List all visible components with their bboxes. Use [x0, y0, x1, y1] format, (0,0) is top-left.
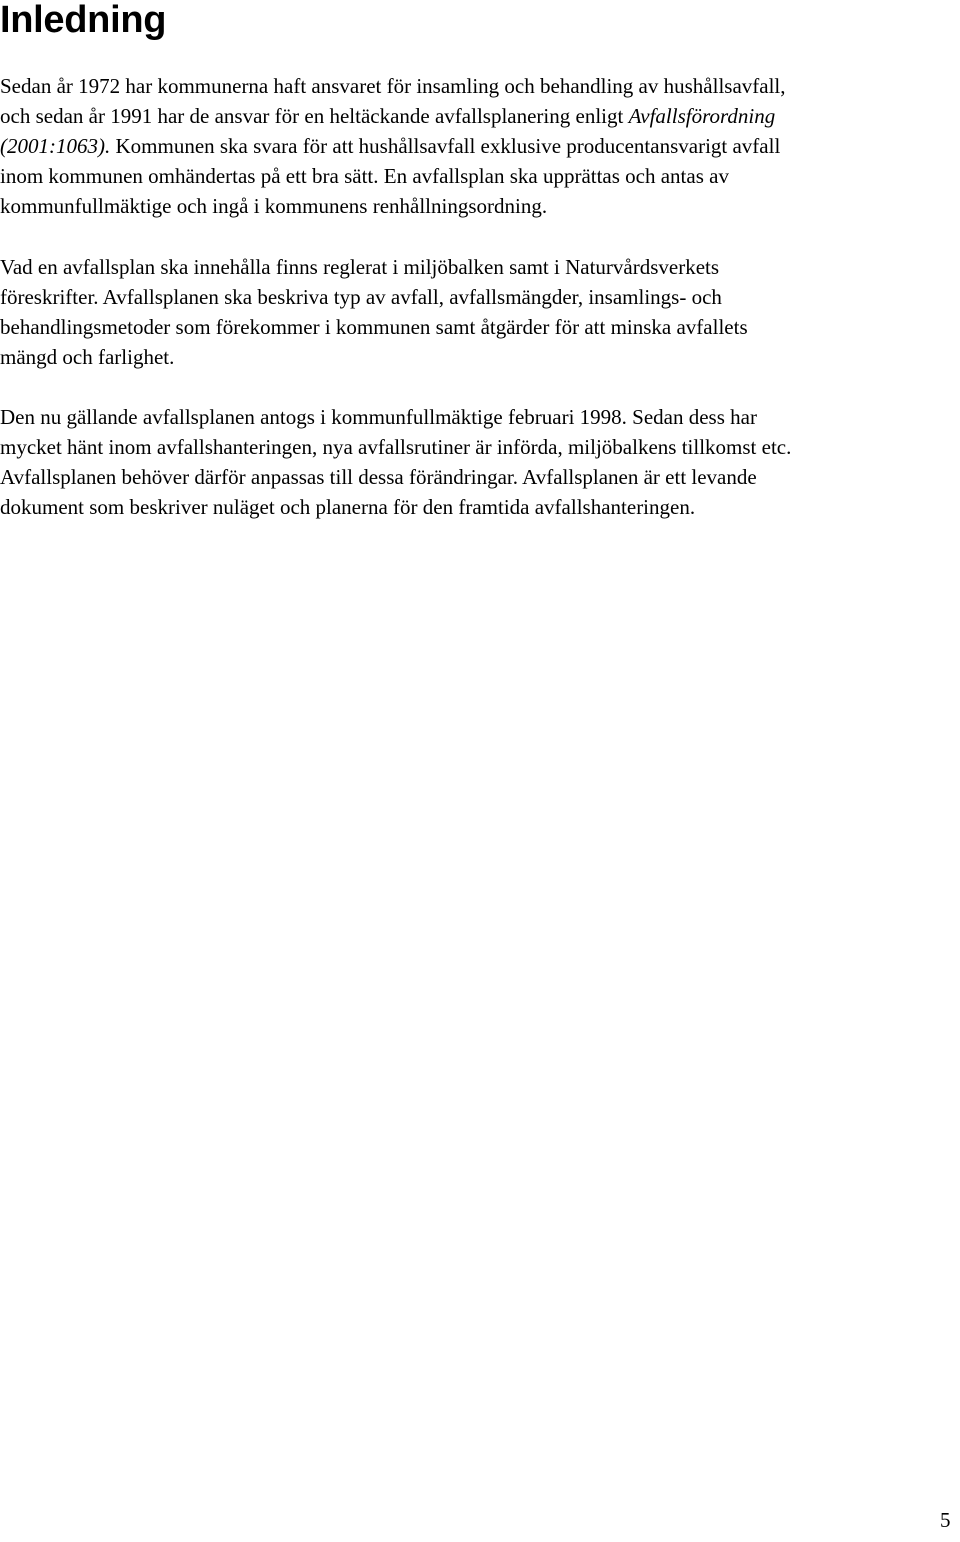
page-number: 5: [940, 1508, 951, 1532]
paragraph-line: Avfallsplanen behöver därför anpassas till dessa förändringar. Avfallsplanen är ett levande: [0, 465, 757, 489]
line-text: Kommunen ska svara för att hushållsavfall exklusive producentansvarigt avfall: [110, 134, 781, 158]
paragraph-contents: [0, 252, 960, 372]
paragraph-line: föreskrifter. Avfallsplanen ska beskriva typ av avfall, avfallsmängder, insamlings- och: [0, 285, 722, 309]
paragraph-line: Sedan år 1972 har kommunerna haft ansvaret för insamling och behandling av hushållsavfall,: [0, 74, 786, 98]
paragraph-line: [0, 131, 960, 161]
paragraph-line: mängd och farlighet.: [0, 345, 175, 369]
paragraph-line: dokument som beskriver nuläget och planerna för den framtida avfallshanteringen.: [0, 495, 696, 519]
paragraph-current-plan: [0, 402, 960, 522]
page-heading: Inledning: [0, 0, 167, 41]
paragraph-line: Den nu gällande avfallsplanen antogs i kommunfullmäktige februari 1998. Sedan dess har: [0, 405, 757, 429]
line-text: och sedan år 1991 har de ansvar för en heltäckande avfallsplanering enligt: [0, 104, 629, 128]
law-reference-number: (2001:1063).: [0, 134, 111, 158]
paragraph-intro: [0, 71, 960, 221]
paragraph-line: kommunfullmäktige och ingå i kommunens renhållningsordning.: [0, 194, 548, 218]
paragraph-line: mycket hänt inom avfallshanteringen, nya avfallsrutiner är införda, miljöbalkens tillkomst etc.: [0, 435, 792, 459]
law-reference: Avfallsförordning: [628, 104, 776, 128]
paragraph-line: Vad en avfallsplan ska innehålla finns reglerat i miljöbalken samt i Naturvårdsverkets: [0, 255, 720, 279]
paragraph-line: inom kommunen omhändertas på ett bra sätt. En avfallsplan ska upprättas och antas av: [0, 164, 729, 188]
paragraph-line: [0, 101, 960, 131]
paragraph-line: behandlingsmetoder som förekommer i kommunen samt åtgärder för att minska avfallets: [0, 315, 748, 339]
